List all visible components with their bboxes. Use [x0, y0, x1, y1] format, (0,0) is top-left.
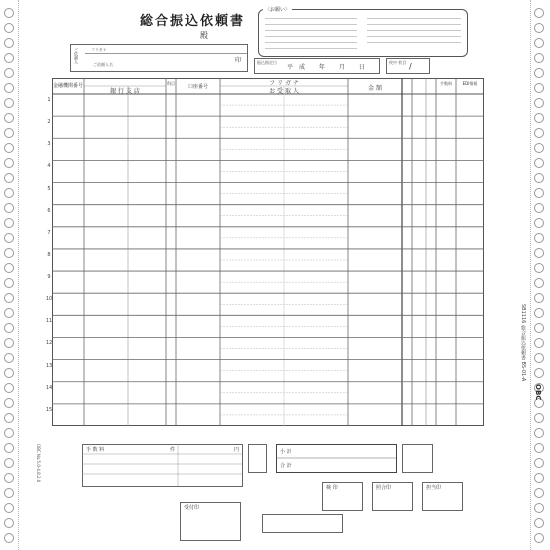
- tractor-hole: [534, 518, 544, 528]
- tractor-hole: [534, 38, 544, 48]
- header-fee: 手数料: [440, 81, 452, 86]
- tractor-hole: [534, 173, 544, 183]
- tractor-hole: [4, 203, 14, 213]
- row-number: 14: [45, 384, 53, 391]
- tractor-hole: [4, 308, 14, 318]
- addressee-suffix: 殿: [200, 31, 208, 40]
- tractor-hole: [534, 53, 544, 63]
- tractor-hole: [4, 188, 14, 198]
- tractor-hole: [4, 248, 14, 258]
- tractor-hole: [4, 458, 14, 468]
- tractor-hole: [4, 413, 14, 423]
- tractor-hole: [534, 308, 544, 318]
- tractor-hole: [4, 98, 14, 108]
- transfer-form: [22, 4, 542, 544]
- tractor-hole: [534, 353, 544, 363]
- tractor-hole: [4, 518, 14, 528]
- row-number: 11: [45, 318, 53, 325]
- stamp-staff: 担当印: [426, 485, 442, 491]
- tractor-hole: [4, 8, 14, 18]
- tractor-hole: [4, 23, 14, 33]
- row-number: 6: [47, 207, 51, 214]
- header-account-type: 科目: [167, 81, 175, 86]
- tractor-hole: [534, 428, 544, 438]
- requester-divider: [85, 53, 247, 54]
- tractor-hole: [4, 443, 14, 453]
- tractor-hole: [4, 68, 14, 78]
- total-label: 合 計: [280, 463, 292, 469]
- row-number: 15: [45, 406, 53, 413]
- page-count-box[interactable]: [386, 58, 430, 74]
- tractor-hole: [4, 323, 14, 333]
- tractor-hole: [534, 368, 544, 378]
- header-account-no: 口座番号: [187, 84, 208, 90]
- page-count-slash: /: [409, 62, 412, 71]
- tractor-hole: [4, 383, 14, 393]
- tractor-hole: [534, 8, 544, 18]
- note-line: [367, 18, 461, 19]
- notes-heading: 〈お願い〉: [265, 7, 291, 13]
- tractor-hole: [4, 83, 14, 93]
- note-line: [367, 36, 461, 37]
- furigana-label: フリガナ: [91, 47, 107, 52]
- row-number: 7: [47, 229, 51, 236]
- header-bank-code: 金融機関番号: [52, 83, 83, 89]
- table-grid: [52, 78, 484, 426]
- tractor-hole: [4, 473, 14, 483]
- tractor-hole: [534, 488, 544, 498]
- tractor-hole: [4, 128, 14, 138]
- tractor-hole: [4, 53, 14, 63]
- tractor-hole: [534, 248, 544, 258]
- tractor-hole: [4, 143, 14, 153]
- stamp-inspection: 検 印: [326, 485, 338, 491]
- row-number: 4: [47, 163, 51, 170]
- tractor-hole: [4, 158, 14, 168]
- tractor-hole: [534, 293, 544, 303]
- tractor-hole: [4, 368, 14, 378]
- tractor-hole: [4, 278, 14, 288]
- tractor-hole: [534, 503, 544, 513]
- tractor-hole: [534, 338, 544, 348]
- tractor-hole: [534, 113, 544, 123]
- tractor-hole: [4, 398, 14, 408]
- row-number: 2: [47, 119, 51, 126]
- tractor-hole: [534, 83, 544, 93]
- stamp-verification: 照合印: [376, 485, 392, 491]
- tractor-hole: [4, 338, 14, 348]
- header-edi: EDI情報: [462, 81, 478, 86]
- right-perforation: [530, 0, 531, 550]
- header-furigana: フ リ ガ ナ: [269, 80, 299, 87]
- note-line: [265, 18, 357, 19]
- tractor-hole: [4, 38, 14, 48]
- note-line: [265, 30, 357, 31]
- row-number: 12: [45, 340, 53, 347]
- note-line: [367, 42, 461, 43]
- count-unit: 件: [170, 447, 176, 453]
- tractor-hole: [534, 68, 544, 78]
- tractor-hole: [534, 218, 544, 228]
- tractor-hole: [534, 143, 544, 153]
- tractor-hole: [4, 113, 14, 123]
- transfer-date-box[interactable]: [254, 58, 380, 74]
- requester-box[interactable]: [70, 44, 248, 72]
- tractor-hole: [4, 353, 14, 363]
- row-number: 3: [47, 141, 51, 148]
- note-line: [265, 48, 357, 49]
- transfer-table: [45, 78, 484, 426]
- transfer-date-text: 平成 年 月 日: [287, 64, 371, 71]
- header-bank-name: 銀 行 支 店: [110, 88, 140, 95]
- header-amount: 金 額: [368, 85, 382, 92]
- right-tractor-holes: [533, 8, 545, 548]
- tractor-hole: [4, 293, 14, 303]
- page-count-label: 枚中 枚目: [389, 60, 407, 65]
- row-number: 1: [47, 97, 51, 103]
- transfer-date-label: 振込指定日: [257, 60, 277, 65]
- tractor-hole: [534, 98, 544, 108]
- note-line: [265, 42, 357, 43]
- row-number: 9: [47, 274, 51, 281]
- row-number: 8: [47, 251, 51, 258]
- tractor-hole: [534, 278, 544, 288]
- brand-logo: OBC: [534, 384, 542, 401]
- tractor-hole: [534, 413, 544, 423]
- left-form-code: OBC No.5.0-4.8.2.0: [36, 444, 41, 483]
- left-tractor-holes: [3, 8, 15, 548]
- tractor-hole: [534, 533, 544, 543]
- notes-box: [258, 9, 468, 57]
- tractor-hole: [534, 188, 544, 198]
- note-line: [265, 36, 357, 37]
- tractor-hole: [534, 443, 544, 453]
- row-number: 13: [45, 362, 53, 369]
- note-line: [367, 24, 461, 25]
- tractor-hole: [534, 263, 544, 273]
- receipt-label: 受付印: [184, 505, 200, 511]
- seal-mark: 印: [234, 57, 241, 64]
- tractor-hole: [4, 533, 14, 543]
- tractor-hole: [4, 488, 14, 498]
- tractor-hole: [4, 218, 14, 228]
- fee-block-label: 手 数 料: [86, 447, 105, 453]
- totals-area: [82, 444, 482, 544]
- tractor-hole: [534, 473, 544, 483]
- header-payee: お 受 取 人: [269, 88, 299, 95]
- tractor-hole: [534, 128, 544, 138]
- requester-name-label: ご依頼人名: [93, 62, 113, 67]
- note-line: [367, 30, 461, 31]
- tractor-hole: [4, 233, 14, 243]
- form-code: SB1116 総合振込依頼書 BS-01-A: [520, 304, 526, 382]
- subtotal-label: 小 計: [280, 449, 292, 455]
- tractor-hole: [534, 203, 544, 213]
- tractor-hole: [534, 323, 544, 333]
- tractor-hole: [4, 503, 14, 513]
- left-perforation: [18, 0, 19, 550]
- yen-unit: 円: [234, 447, 240, 453]
- form-title: 総合振込依頼書: [140, 14, 246, 29]
- tractor-hole: [4, 428, 14, 438]
- tractor-hole: [534, 158, 544, 168]
- row-number: 5: [47, 185, 51, 192]
- tractor-hole: [4, 263, 14, 273]
- row-number: 10: [45, 296, 53, 303]
- note-line: [265, 24, 357, 25]
- tractor-hole: [534, 458, 544, 468]
- tractor-hole: [534, 233, 544, 243]
- requester-label: ご依頼人: [74, 48, 79, 64]
- tractor-hole: [534, 23, 544, 33]
- tractor-hole: [4, 173, 14, 183]
- totals-grid: [82, 444, 482, 544]
